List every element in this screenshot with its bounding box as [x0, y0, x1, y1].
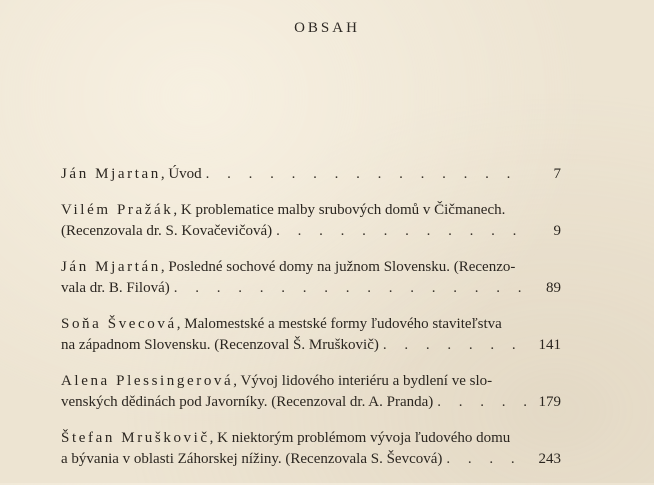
toc-entry: [61, 314, 561, 356]
toc-line: [61, 278, 561, 299]
toc-line: [61, 164, 561, 185]
toc-line: [61, 335, 561, 356]
entry-title: , K niektorým problémom vývoja ľudového domu: [209, 430, 511, 446]
page-number: 179: [538, 394, 561, 410]
toc-line: [61, 428, 561, 449]
toc-text: [61, 164, 202, 185]
entry-title-continued: venských dědinách pod Javorníky. (Recenzoval dr. A. Pranda): [61, 394, 434, 410]
entry-title-continued: na západnom Slovensku. (Recenzoval Š. Mruškovič): [61, 337, 379, 353]
author-name: Alena Plessingerová: [61, 373, 234, 389]
dot-leader: [446, 449, 529, 470]
entry-title: , Úvod: [160, 166, 202, 182]
author-name: Ján Mjartán: [61, 259, 161, 275]
toc-entry: [61, 428, 561, 470]
toc-line: [61, 371, 561, 392]
toc-text: [61, 257, 515, 278]
toc-text: [61, 200, 505, 221]
dot-leader: [174, 278, 529, 299]
dot-leader: [206, 164, 529, 185]
toc-line: [61, 314, 561, 335]
entry-title-continued: a bývania v oblasti Záhorskej nížiny. (Recenzovala S. Ševcová): [61, 451, 443, 467]
toc-text: [61, 314, 502, 335]
page-number: 141: [538, 337, 561, 353]
author-name: Štefan Mruškovič: [61, 430, 210, 446]
toc-entry: [61, 164, 561, 185]
author-name: Vilém Pražák: [61, 202, 174, 218]
toc-line: [61, 449, 561, 470]
table-of-contents: [61, 164, 561, 485]
entry-title: , K problematice malby srubových domů v Čičmanech.: [173, 202, 506, 218]
entry-title: , Malomestské a mestské formy ľudového staviteľstva: [176, 316, 502, 332]
author-name: Soňa Švecová: [61, 316, 177, 332]
entry-title: , Vývoj lidového interiéru a bydlení ve slo-: [233, 373, 493, 389]
toc-line: [61, 392, 561, 413]
author-name: Ján Mjartan: [61, 166, 161, 182]
page-number: 9: [553, 223, 561, 239]
page-number: 89: [546, 280, 561, 296]
toc-entry: [61, 371, 561, 413]
page-number: 243: [538, 451, 561, 467]
toc-text: [61, 371, 492, 392]
dot-leader: [276, 221, 529, 242]
toc-entry: [61, 257, 561, 299]
entry-title: , Posledné sochové domy na južnom Slovensku. (Recenzo-: [160, 259, 516, 275]
dot-leader: [437, 392, 529, 413]
entry-title-continued: (Recenzovala dr. S. Kovačevičová): [61, 223, 273, 239]
toc-line: [61, 257, 561, 278]
toc-line: [61, 200, 561, 221]
page-number: 7: [553, 166, 561, 182]
toc-line: [61, 221, 561, 242]
entry-title-continued: vala dr. B. Filová): [61, 280, 170, 296]
dot-leader: [383, 335, 529, 356]
page-title: OBSAH: [294, 20, 360, 36]
toc-entry: [61, 200, 561, 242]
toc-text: [61, 428, 510, 449]
